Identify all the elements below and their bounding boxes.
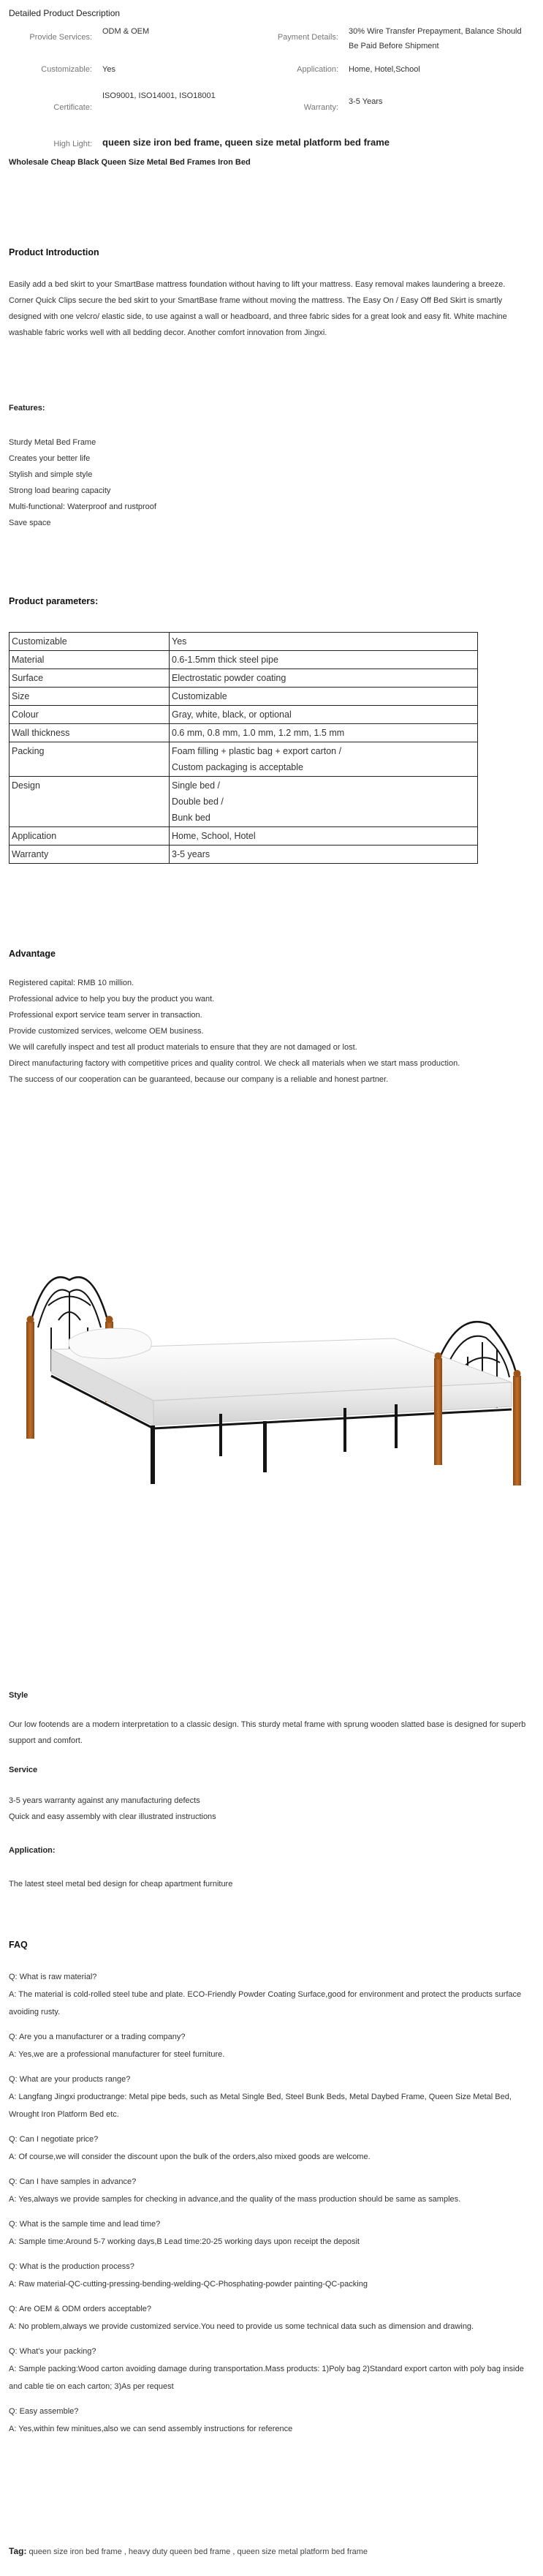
list-item: Creates your better life — [9, 454, 91, 463]
spec-row — [9, 23, 531, 55]
intro-title: Product Introduction — [9, 247, 99, 257]
param-line: Single bed / — [172, 780, 221, 791]
param-key: Surface — [10, 669, 170, 688]
features-list — [9, 434, 531, 531]
faq-answer: A: Sample packing:Wood carton avoiding damage during transportation.Mass products: 1)Poly bag 2)Standard export carton with poly bag inside and cable tie on each carton; 3)As per request — [9, 2365, 524, 2391]
spec-value: Yes — [102, 65, 115, 74]
tag-line — [9, 2546, 368, 2556]
tag-label: Tag: — [9, 2546, 27, 2556]
list-item: Professional advice to help you buy the product you want. — [9, 995, 215, 1003]
faq-question: Q: Easy assemble? — [9, 2407, 79, 2416]
wood-post — [26, 1322, 34, 1439]
metal-leg — [263, 1421, 267, 1472]
faq-question: Q: What is the production process? — [9, 2262, 134, 2271]
features-title: Features: — [9, 404, 45, 413]
param-key: Design — [10, 777, 170, 827]
faq-answer: A: Of course,we will consider the discount upon the bulk of the orders,also mixed goods are welcome. — [9, 2153, 371, 2161]
highlight-label: High Light: — [53, 140, 92, 148]
wood-post — [434, 1358, 442, 1465]
faq-question: Q: What are your products range? — [9, 2075, 131, 2084]
table-row — [10, 669, 478, 688]
spec-value: Home, Hotel,School — [349, 65, 420, 74]
table-row — [10, 688, 478, 706]
style-title: Style — [9, 1691, 29, 1700]
page-title: Detailed Product Description — [9, 8, 121, 18]
faq-answer: A: Yes,always we provide samples for checking in advance,and the quality of the mass production should be same as samples. — [9, 2195, 461, 2204]
table-row — [10, 777, 478, 827]
metal-leg — [343, 1408, 346, 1452]
list-item: Provide customized services, welcome OEM business. — [9, 1027, 204, 1036]
advantage-list — [9, 975, 531, 1088]
faq-answer: A: Yes,we are a professional manufacturer for steel furniture. — [9, 2050, 225, 2059]
highlight-row — [9, 131, 531, 157]
list-item: Strong load bearing capacity — [9, 486, 111, 495]
list-item: Direct manufacturing factory with competitive prices and quality control. We check all materials when we start mass production. — [9, 1059, 460, 1068]
param-value: 3-5 years — [170, 846, 478, 864]
param-value — [170, 742, 478, 777]
list-item: Quick and easy assembly with clear illustrated instructions — [9, 1812, 216, 1821]
product-image — [0, 1130, 543, 1540]
list-item: Multi-functional: Waterproof and rustproof — [9, 502, 156, 511]
param-value: Customizable — [170, 688, 478, 706]
faq-question: Q: Can I negotiate price? — [9, 2135, 99, 2144]
faq-answer: A: Raw material-QC-cutting-pressing-bending-welding-QC-Phosphating-powder painting-QC-packing — [9, 2280, 368, 2289]
faq-item — [9, 2258, 535, 2293]
product-title: Wholesale Cheap Black Queen Size Metal Bed Frames Iron Bed — [9, 158, 251, 167]
table-row — [10, 706, 478, 724]
wood-post — [513, 1376, 521, 1485]
param-value: 0.6 mm, 0.8 mm, 1.0 mm, 1.2 mm, 1.5 mm — [170, 724, 478, 742]
param-value: Gray, white, black, or optional — [170, 706, 478, 724]
list-item: Professional export service team server in transaction. — [9, 1011, 202, 1020]
faq-answer: A: Langfang Jingxi productrange: Metal pipe beds, such as Metal Single Bed, Steel Bunk Beds, Metal Daybed Frame, Queen Size Metal Bed, Wrought Iron Platform Bed etc. — [9, 2093, 512, 2119]
faq-answer: A: No problem,always we provide customized service.You need to provide us some technical data such as dimension and drawing. — [9, 2322, 474, 2331]
faq-question: Q: Are you a manufacturer or a trading company? — [9, 2033, 186, 2041]
faq-item — [9, 2071, 535, 2123]
application-title: Application: — [9, 1846, 56, 1855]
param-value: 0.6-1.5mm thick steel pipe — [170, 651, 478, 669]
spec-label: Warranty: — [303, 103, 338, 112]
faq-answer: A: Sample time:Around 5-7 working days,B Lead time:20-25 working days upon receipt the deposit — [9, 2237, 360, 2246]
param-key: Size — [10, 688, 170, 706]
param-line: Foam filling + plastic bag + export carton / — [172, 746, 342, 756]
intro-text: Easily add a bed skirt to your SmartBase mattress foundation without having to lift your mattress. Easy removal makes laundering a breeze. Corner Quick Clips secure the bed skirt to your SmartBase frame without moving the mattress. The Easy On / Easy Off Bed Skirt is smartly designed with one velcro/ elastic side, to use against a wall or headboard, and three fabric sides for a great look and easy fit. White machine washable fabric works well with all bedding decor. Another comfort innovation from Jingxi. — [9, 280, 507, 337]
faq-item — [9, 2300, 535, 2335]
spec-value: ISO9001, ISO14001, ISO18001 — [102, 91, 216, 100]
param-key: Material — [10, 651, 170, 669]
spec-label: Application: — [297, 65, 338, 74]
param-value: Electrostatic powder coating — [170, 669, 478, 688]
param-key: Colour — [10, 706, 170, 724]
list-item: The success of our cooperation can be guaranteed, because our company is a reliable and honest partner. — [9, 1075, 389, 1084]
spec-value: 30% Wire Transfer Prepayment, Balance Should Be Paid Before Shipment — [349, 27, 522, 50]
table-row — [10, 724, 478, 742]
list-item: Save space — [9, 519, 51, 527]
params-table — [9, 632, 478, 864]
param-line: Bunk bed — [172, 813, 210, 823]
faq-question: Q: What is the sample time and lead time? — [9, 2220, 161, 2229]
pillow — [69, 1328, 151, 1358]
param-line: Double bed / — [172, 796, 224, 807]
faq-answer: A: Yes,within few minitues,also we can send assembly instructions for reference — [9, 2425, 293, 2433]
faq-list — [9, 1968, 535, 2445]
param-value: Home, School, Hotel — [170, 827, 478, 846]
spec-value: 3-5 Years — [349, 97, 383, 106]
faq-item — [9, 2173, 535, 2208]
faq-item — [9, 2131, 535, 2166]
params-title: Product parameters: — [9, 596, 99, 606]
faq-item — [9, 2403, 535, 2438]
faq-item — [9, 2343, 535, 2395]
spec-label: Provide Services: — [29, 33, 92, 42]
metal-leg — [219, 1414, 222, 1456]
list-item: We will carefully inspect and test all product materials to ensure that they are not damaged or lost. — [9, 1043, 357, 1052]
list-item: 3-5 years warranty against any manufacturing defects — [9, 1796, 200, 1805]
param-key: Packing — [10, 742, 170, 777]
param-key: Wall thickness — [10, 724, 170, 742]
faq-item — [9, 1968, 535, 2021]
faq-answer: A: The material is cold-rolled steel tube and plate. ECO-Friendly Powder Coating Surface,good for environment and protect the products surface avoiding rusty. — [9, 1990, 522, 2016]
table-row — [10, 651, 478, 669]
table-row — [10, 846, 478, 864]
spec-label: Certificate: — [53, 103, 92, 112]
metal-leg — [151, 1426, 155, 1484]
list-item: Sturdy Metal Bed Frame — [9, 438, 96, 447]
faq-item — [9, 2028, 535, 2063]
list-item: Stylish and simple style — [9, 470, 93, 479]
spec-value: ODM & OEM — [102, 27, 150, 36]
spec-row — [9, 55, 531, 87]
faq-item — [9, 2215, 535, 2251]
application-text: The latest steel metal bed design for cheap apartment furniture — [9, 1880, 233, 1888]
faq-question: Q: What is raw material? — [9, 1973, 97, 1981]
list-item: Registered capital: RMB 10 million. — [9, 979, 134, 987]
param-key: Warranty — [10, 846, 170, 864]
spec-label: Payment Details: — [277, 33, 338, 42]
service-title: Service — [9, 1766, 38, 1774]
spec-row — [9, 87, 531, 131]
faq-question: Q: Can I have samples in advance? — [9, 2177, 137, 2186]
faq-question: Q: Are OEM & ODM orders acceptable? — [9, 2305, 152, 2313]
table-row — [10, 742, 478, 777]
table-row — [10, 633, 478, 651]
style-text: Our low footends are a modern interpretation to a classic design. This sturdy metal frame with sprung wooden slatted base is designed for superb support and comfort. — [9, 1720, 526, 1745]
param-value: Yes — [170, 633, 478, 651]
param-line: Custom packaging is acceptable — [172, 762, 303, 772]
table-row — [10, 827, 478, 846]
spec-label: Customizable: — [41, 65, 92, 74]
highlight-value: queen size iron bed frame, queen size metal platform bed frame — [102, 137, 390, 148]
spec-table — [9, 23, 531, 157]
service-list — [9, 1793, 531, 1825]
faq-question: Q: What's your packing? — [9, 2347, 96, 2356]
param-key: Application — [10, 827, 170, 846]
tag-list[interactable]: queen size iron bed frame , heavy duty queen bed frame , queen size metal platform bed frame — [29, 2547, 368, 2556]
param-value — [170, 777, 478, 827]
param-key: Customizable — [10, 633, 170, 651]
faq-title: FAQ — [9, 1940, 28, 1950]
advantage-title: Advantage — [9, 949, 56, 959]
metal-leg — [395, 1404, 398, 1448]
